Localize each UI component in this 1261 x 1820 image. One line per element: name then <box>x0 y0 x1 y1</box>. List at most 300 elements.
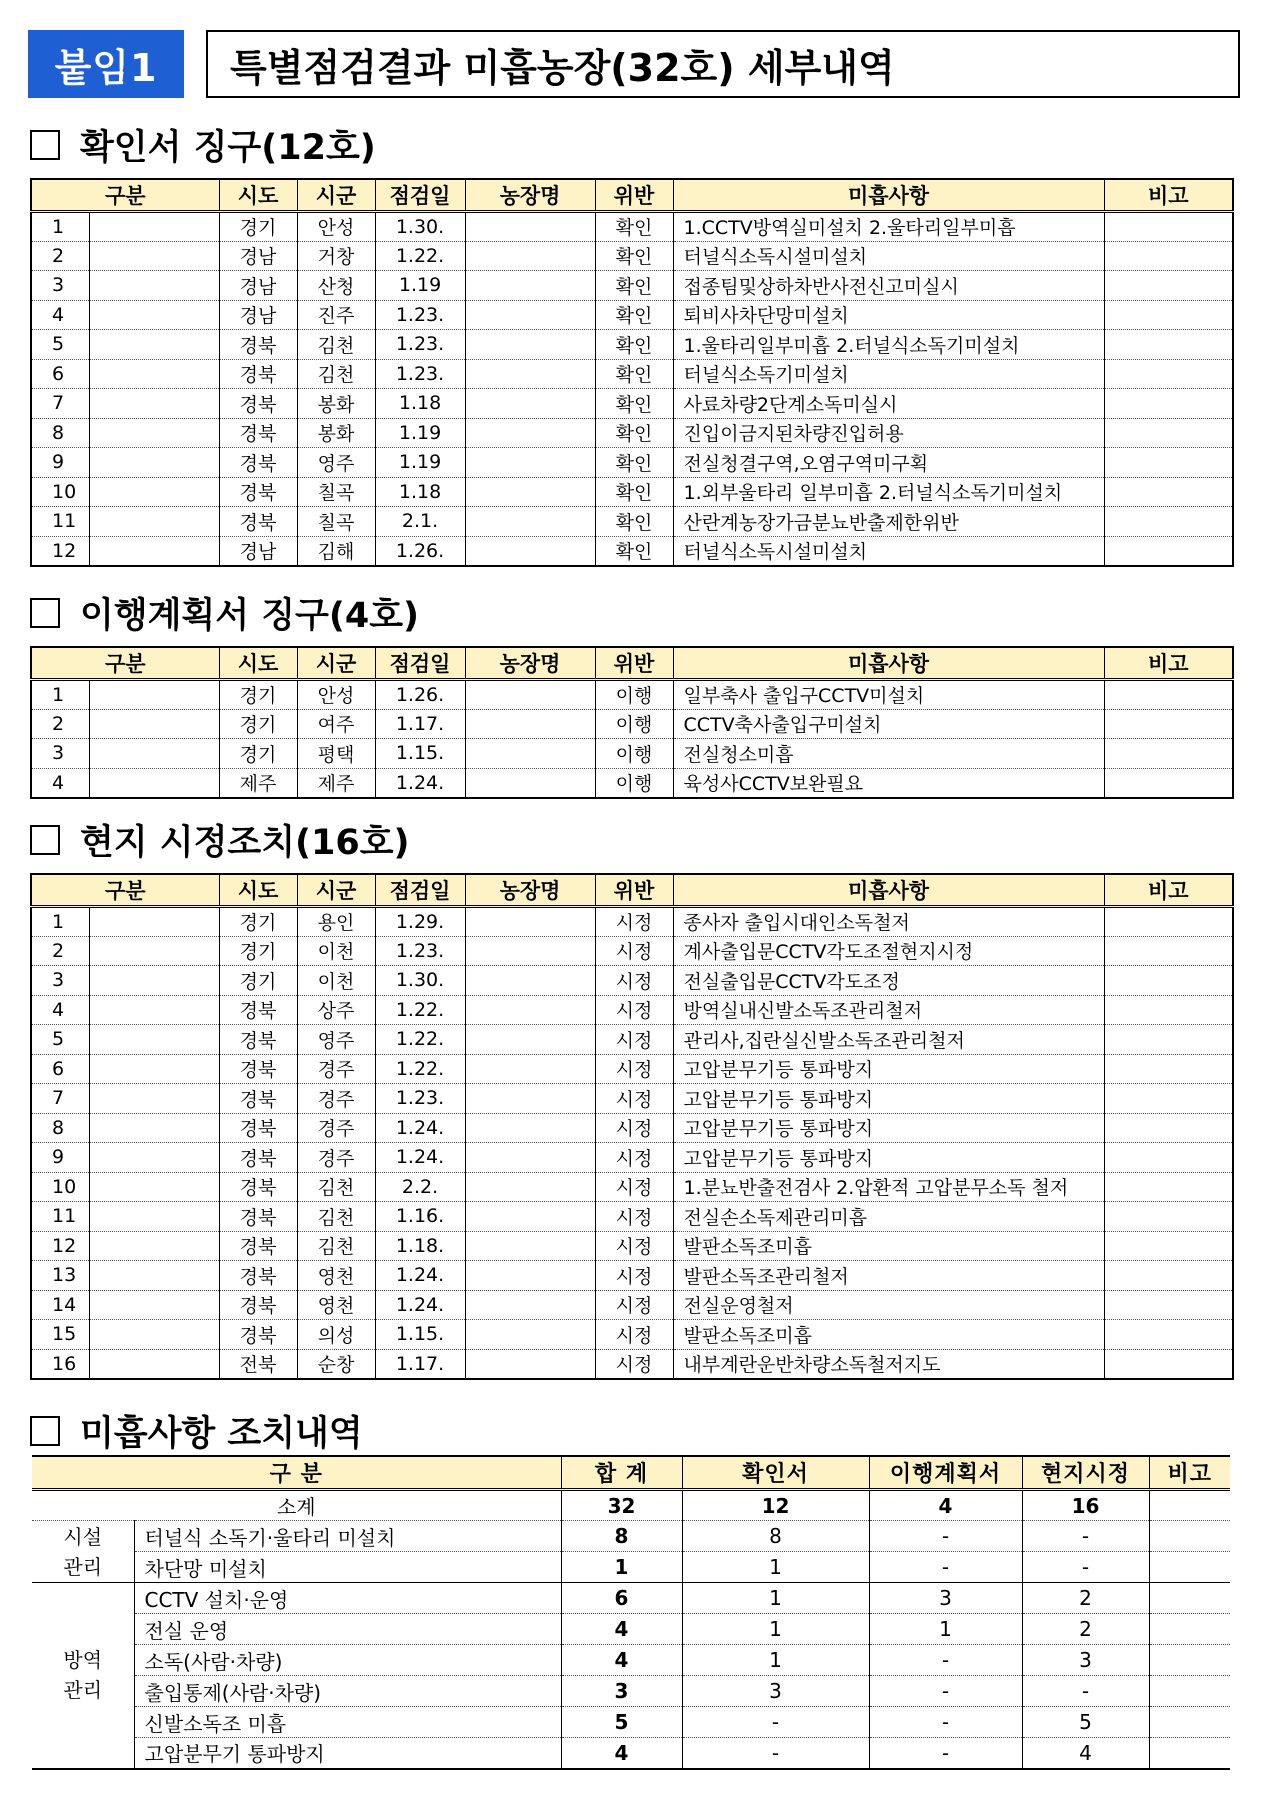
summary-cell-c2: 1 <box>869 1614 1022 1645</box>
cell-blank <box>89 1172 219 1202</box>
cell-note <box>1104 359 1233 389</box>
cell-city: 경주 <box>297 1113 375 1143</box>
cell-province: 경기 <box>219 907 297 937</box>
cell-note <box>1104 936 1233 966</box>
cell-province: 경남 <box>219 300 297 330</box>
cell-note <box>1104 1349 1233 1379</box>
cell-detail: 접종팀및상하차반사전신고미실시 <box>673 271 1104 301</box>
cell-index: 5 <box>31 330 89 360</box>
cell-note <box>1104 1172 1233 1202</box>
cell-detail: 1.울타리일부미흡 2.터널식소독기미설치 <box>673 330 1104 360</box>
cell-farm <box>465 936 595 966</box>
table-row <box>31 359 1233 389</box>
cell-province: 경기 <box>219 739 297 769</box>
cell-detail: 발판소독조미흡 <box>673 1231 1104 1261</box>
cell-index: 3 <box>31 271 89 301</box>
cell-blank <box>89 271 219 301</box>
column-header-note: 비고 <box>1104 647 1233 680</box>
cell-violation: 이행 <box>595 739 673 769</box>
section-title <box>30 120 376 170</box>
cell-province: 경북 <box>219 1290 297 1320</box>
cell-index: 2 <box>31 936 89 966</box>
table-row <box>31 1172 1233 1202</box>
cell-index: 9 <box>31 448 89 478</box>
cell-violation: 시정 <box>595 1320 673 1350</box>
cell-blank <box>89 1261 219 1291</box>
cell-date: 1.18 <box>375 389 465 419</box>
cell-province: 경북 <box>219 995 297 1025</box>
cell-index: 8 <box>31 418 89 448</box>
cell-violation: 확인 <box>595 477 673 507</box>
summary-row <box>32 1614 1230 1645</box>
cell-detail: 퇴비사차단망미설치 <box>673 300 1104 330</box>
cell-province: 경기 <box>219 936 297 966</box>
cell-city: 순창 <box>297 1349 375 1379</box>
summary-cell-item: 출입통제(사람·차량) <box>134 1676 561 1707</box>
subtotal-label: 소계 <box>32 1490 561 1521</box>
cell-farm <box>465 418 595 448</box>
cell-index: 6 <box>31 359 89 389</box>
cell-note <box>1104 1143 1233 1173</box>
summary-cell-note <box>1149 1583 1230 1614</box>
table-row <box>31 418 1233 448</box>
cell-city: 영천 <box>297 1290 375 1320</box>
cell-blank <box>89 1084 219 1114</box>
cell-province: 경북 <box>219 507 297 537</box>
cell-date: 2.2. <box>375 1172 465 1202</box>
cell-violation: 확인 <box>595 389 673 419</box>
cell-detail: 1.분뇨반출전검사 2.압환적 고압분무소독 철저 <box>673 1172 1104 1202</box>
table-header-row <box>31 647 1233 680</box>
cell-province: 경북 <box>219 1261 297 1291</box>
table-row <box>31 1084 1233 1114</box>
cell-farm <box>465 1025 595 1055</box>
subtotal-confirm: 12 <box>682 1490 869 1521</box>
summary-cell-note <box>1149 1521 1230 1552</box>
cell-detail: CCTV축사출입구미설치 <box>673 709 1104 739</box>
cell-city: 여주 <box>297 709 375 739</box>
summary-row <box>32 1521 1230 1552</box>
cell-city: 거창 <box>297 241 375 271</box>
cell-date: 1.24. <box>375 1290 465 1320</box>
summary-row <box>32 1552 1230 1583</box>
summary-cell-c3: 2 <box>1022 1583 1149 1614</box>
cell-violation: 확인 <box>595 448 673 478</box>
summary-header-onsite: 현지시정 <box>1022 1456 1149 1490</box>
cell-index: 11 <box>31 1202 89 1232</box>
summary-cell-item: CCTV 설치·운영 <box>134 1583 561 1614</box>
table-row <box>31 1320 1233 1350</box>
table-row <box>31 1054 1233 1084</box>
cell-city: 경주 <box>297 1143 375 1173</box>
table-row <box>31 936 1233 966</box>
table-row <box>31 995 1233 1025</box>
cell-province: 경남 <box>219 536 297 566</box>
cell-violation: 시정 <box>595 1025 673 1055</box>
cell-date: 1.23. <box>375 300 465 330</box>
summary-table <box>32 1455 1230 1770</box>
cell-index: 14 <box>31 1290 89 1320</box>
cell-detail: 계사출입문CCTV각도조절현지시정 <box>673 936 1104 966</box>
summary-cell-c3: 4 <box>1022 1738 1149 1769</box>
cell-province: 경북 <box>219 418 297 448</box>
summary-cell-c3: 2 <box>1022 1614 1149 1645</box>
cell-index: 12 <box>31 536 89 566</box>
cell-violation: 시정 <box>595 1349 673 1379</box>
table-row <box>31 448 1233 478</box>
summary-row <box>32 1707 1230 1738</box>
page-title: 특별점검결과 미흡농장(32호) 세부내역 <box>206 30 1240 98</box>
summary-header-confirm: 확인서 <box>682 1456 869 1490</box>
cell-city: 영천 <box>297 1261 375 1291</box>
table-row <box>31 271 1233 301</box>
summary-cell-c1: 3 <box>682 1676 869 1707</box>
cell-blank <box>89 936 219 966</box>
cell-violation: 시정 <box>595 966 673 996</box>
summary-cell-total: 8 <box>561 1521 682 1552</box>
summary-cell-total: 4 <box>561 1645 682 1676</box>
cell-detail: 관리사,집란실신발소독조관리철저 <box>673 1025 1104 1055</box>
column-header-note: 비고 <box>1104 874 1233 907</box>
cell-note <box>1104 271 1233 301</box>
cell-city: 김천 <box>297 1202 375 1232</box>
cell-index: 11 <box>31 507 89 537</box>
cell-date: 1.23. <box>375 936 465 966</box>
cell-violation: 이행 <box>595 680 673 710</box>
cell-date: 1.15. <box>375 739 465 769</box>
table-header-row <box>31 179 1233 212</box>
section-title <box>30 815 410 865</box>
summary-section-title <box>30 1406 363 1456</box>
cell-farm <box>465 1054 595 1084</box>
cell-date: 1.23. <box>375 359 465 389</box>
summary-cell-c2: - <box>869 1521 1022 1552</box>
cell-detail: 사료차량2단계소독미실시 <box>673 389 1104 419</box>
summary-cell-total: 6 <box>561 1583 682 1614</box>
summary-cell-c1: 1 <box>682 1583 869 1614</box>
section-title-text: 확인서 징구(12호) <box>80 128 376 168</box>
cell-detail: 1.외부울타리 일부미흡 2.터널식소독기미설치 <box>673 477 1104 507</box>
summary-group-label: 방역 관리 <box>32 1583 134 1769</box>
table-row <box>31 709 1233 739</box>
cell-detail: 발판소독조미흡 <box>673 1320 1104 1350</box>
cell-note <box>1104 1113 1233 1143</box>
cell-index: 1 <box>31 680 89 710</box>
section-title-text: 이행계획서 징구(4호) <box>80 596 420 636</box>
summary-row <box>32 1738 1230 1769</box>
cell-city: 김해 <box>297 536 375 566</box>
cell-detail: 터널식소독기미설치 <box>673 359 1104 389</box>
summary-cell-note <box>1149 1645 1230 1676</box>
cell-farm <box>465 448 595 478</box>
cell-detail: 일부축사 출입구CCTV미설치 <box>673 680 1104 710</box>
cell-index: 2 <box>31 709 89 739</box>
cell-date: 1.18 <box>375 477 465 507</box>
cell-detail: 터널식소독시설미설치 <box>673 536 1104 566</box>
summary-cell-note <box>1149 1738 1230 1769</box>
cell-farm <box>465 739 595 769</box>
cell-blank <box>89 768 219 798</box>
cell-index: 9 <box>31 1143 89 1173</box>
column-header-index: 구분 <box>31 179 219 212</box>
table-row <box>31 768 1233 798</box>
cell-blank <box>89 680 219 710</box>
column-header-violation: 위반 <box>595 647 673 680</box>
cell-province: 경북 <box>219 330 297 360</box>
cell-violation: 확인 <box>595 271 673 301</box>
cell-farm <box>465 1261 595 1291</box>
summary-cell-c3: - <box>1022 1676 1149 1707</box>
cell-farm <box>465 1084 595 1114</box>
cell-blank <box>89 1202 219 1232</box>
cell-farm <box>465 1172 595 1202</box>
summary-cell-c1: 1 <box>682 1552 869 1583</box>
column-header-index: 구분 <box>31 874 219 907</box>
cell-violation: 시정 <box>595 936 673 966</box>
cell-blank <box>89 359 219 389</box>
table-row <box>31 1143 1233 1173</box>
summary-header-note: 비고 <box>1149 1456 1230 1490</box>
cell-date: 2.1. <box>375 507 465 537</box>
cell-province: 경북 <box>219 1202 297 1232</box>
cell-date: 1.16. <box>375 1202 465 1232</box>
cell-detail: 고압분무기등 통파방지 <box>673 1113 1104 1143</box>
summary-cell-item: 신발소독조 미흡 <box>134 1707 561 1738</box>
cell-detail: 고압분무기등 통파방지 <box>673 1084 1104 1114</box>
cell-index: 2 <box>31 241 89 271</box>
cell-detail: 고압분무기등 통파방지 <box>673 1143 1104 1173</box>
cell-city: 김천 <box>297 330 375 360</box>
cell-detail: 종사자 출입시대인소독철저 <box>673 907 1104 937</box>
cell-blank <box>89 1290 219 1320</box>
cell-farm <box>465 1202 595 1232</box>
cell-detail: 전실청결구역,오염구역미구획 <box>673 448 1104 478</box>
table-row <box>31 300 1233 330</box>
cell-violation: 시정 <box>595 1113 673 1143</box>
cell-violation: 시정 <box>595 907 673 937</box>
cell-city: 이천 <box>297 936 375 966</box>
summary-cell-item: 고압분무기 통파방지 <box>134 1738 561 1769</box>
cell-index: 5 <box>31 1025 89 1055</box>
cell-violation: 시정 <box>595 1172 673 1202</box>
cell-index: 10 <box>31 477 89 507</box>
subtotal-note <box>1149 1490 1230 1521</box>
cell-city: 봉화 <box>297 418 375 448</box>
cell-detail: 방역실내신발소독조관리철저 <box>673 995 1104 1025</box>
column-header-date: 점검일 <box>375 179 465 212</box>
cell-city: 영주 <box>297 1025 375 1055</box>
cell-province: 경북 <box>219 1084 297 1114</box>
cell-date: 1.26. <box>375 536 465 566</box>
cell-detail: 진입이금지된차량진입허용 <box>673 418 1104 448</box>
cell-farm <box>465 768 595 798</box>
cell-farm <box>465 680 595 710</box>
table-header-row <box>31 874 1233 907</box>
cell-province: 경북 <box>219 389 297 419</box>
cell-blank <box>89 389 219 419</box>
summary-cell-total: 3 <box>561 1676 682 1707</box>
summary-cell-item: 차단망 미설치 <box>134 1552 561 1583</box>
cell-city: 산청 <box>297 271 375 301</box>
cell-detail: 내부계란운반차량소독철저지도 <box>673 1349 1104 1379</box>
cell-farm <box>465 709 595 739</box>
cell-province: 경북 <box>219 448 297 478</box>
cell-farm <box>465 1320 595 1350</box>
cell-blank <box>89 995 219 1025</box>
cell-index: 6 <box>31 1054 89 1084</box>
cell-note <box>1104 1025 1233 1055</box>
cell-blank <box>89 1143 219 1173</box>
cell-city: 이천 <box>297 966 375 996</box>
cell-violation: 확인 <box>595 359 673 389</box>
cell-farm <box>465 271 595 301</box>
cell-note <box>1104 709 1233 739</box>
checkbox-square-icon <box>30 1416 60 1446</box>
table-row <box>31 212 1233 242</box>
cell-farm <box>465 1290 595 1320</box>
column-header-violation: 위반 <box>595 874 673 907</box>
summary-row <box>32 1645 1230 1676</box>
cell-blank <box>89 507 219 537</box>
cell-province: 경기 <box>219 680 297 710</box>
cell-date: 1.22. <box>375 1054 465 1084</box>
cell-farm <box>465 536 595 566</box>
cell-province: 경북 <box>219 1025 297 1055</box>
cell-detail: 전실출입문CCTV각도조정 <box>673 966 1104 996</box>
cell-violation: 시정 <box>595 995 673 1025</box>
cell-blank <box>89 448 219 478</box>
summary-cell-c3: 5 <box>1022 1707 1149 1738</box>
cell-note <box>1104 1084 1233 1114</box>
cell-city: 칠곡 <box>297 507 375 537</box>
cell-province: 경기 <box>219 212 297 242</box>
cell-note <box>1104 448 1233 478</box>
summary-cell-c2: - <box>869 1738 1022 1769</box>
summary-cell-note <box>1149 1707 1230 1738</box>
cell-index: 16 <box>31 1349 89 1379</box>
cell-farm <box>465 907 595 937</box>
cell-city: 의성 <box>297 1320 375 1350</box>
table-row <box>31 1113 1233 1143</box>
cell-province: 경북 <box>219 1231 297 1261</box>
summary-cell-total: 4 <box>561 1738 682 1769</box>
cell-violation: 확인 <box>595 418 673 448</box>
table-row <box>31 389 1233 419</box>
cell-index: 1 <box>31 907 89 937</box>
table-row <box>31 680 1233 710</box>
cell-index: 4 <box>31 300 89 330</box>
cell-blank <box>89 330 219 360</box>
cell-blank <box>89 1320 219 1350</box>
summary-cell-note <box>1149 1676 1230 1707</box>
table-row <box>31 507 1233 537</box>
cell-violation: 이행 <box>595 709 673 739</box>
subtotal-onsite: 16 <box>1022 1490 1149 1521</box>
summary-cell-total: 1 <box>561 1552 682 1583</box>
column-header-violation: 위반 <box>595 179 673 212</box>
cell-province: 경북 <box>219 1172 297 1202</box>
cell-violation: 시정 <box>595 1143 673 1173</box>
summary-subtotal-row <box>32 1490 1230 1521</box>
cell-date: 1.19 <box>375 448 465 478</box>
cell-blank <box>89 536 219 566</box>
summary-header-row <box>32 1456 1230 1490</box>
cell-note <box>1104 330 1233 360</box>
column-header-detail: 미흡사항 <box>673 179 1104 212</box>
summary-cell-c1: 8 <box>682 1521 869 1552</box>
summary-cell-c1: 1 <box>682 1645 869 1676</box>
cell-note <box>1104 212 1233 242</box>
cell-date: 1.24. <box>375 1261 465 1291</box>
cell-violation: 확인 <box>595 507 673 537</box>
cell-city: 안성 <box>297 680 375 710</box>
cell-date: 1.23. <box>375 1084 465 1114</box>
cell-index: 4 <box>31 995 89 1025</box>
cell-city: 상주 <box>297 995 375 1025</box>
cell-date: 1.22. <box>375 241 465 271</box>
cell-blank <box>89 966 219 996</box>
cell-violation: 이행 <box>595 768 673 798</box>
cell-violation: 확인 <box>595 212 673 242</box>
cell-city: 안성 <box>297 212 375 242</box>
summary-cell-total: 5 <box>561 1707 682 1738</box>
cell-index: 12 <box>31 1231 89 1261</box>
cell-note <box>1104 536 1233 566</box>
summary-cell-item: 소독(사람·차량) <box>134 1645 561 1676</box>
summary-header-total: 합 계 <box>561 1456 682 1490</box>
subtotal-total: 32 <box>561 1490 682 1521</box>
cell-city: 진주 <box>297 300 375 330</box>
column-header-city: 시군 <box>297 647 375 680</box>
table-row <box>31 1025 1233 1055</box>
cell-violation: 시정 <box>595 1084 673 1114</box>
summary-cell-c1: - <box>682 1738 869 1769</box>
detail-table <box>30 873 1234 1380</box>
summary-cell-item: 터널식 소독기·울타리 미설치 <box>134 1521 561 1552</box>
cell-violation: 확인 <box>595 241 673 271</box>
cell-date: 1.30. <box>375 212 465 242</box>
summary-cell-c2: - <box>869 1645 1022 1676</box>
checkbox-square-icon <box>30 825 60 855</box>
cell-province: 경북 <box>219 359 297 389</box>
cell-note <box>1104 907 1233 937</box>
cell-note <box>1104 768 1233 798</box>
cell-note <box>1104 739 1233 769</box>
cell-farm <box>465 966 595 996</box>
table-row <box>31 1231 1233 1261</box>
cell-note <box>1104 680 1233 710</box>
cell-province: 전북 <box>219 1349 297 1379</box>
cell-province: 경북 <box>219 477 297 507</box>
cell-date: 1.18. <box>375 1231 465 1261</box>
cell-blank <box>89 212 219 242</box>
cell-detail: 전실청소미흡 <box>673 739 1104 769</box>
cell-province: 경북 <box>219 1320 297 1350</box>
cell-note <box>1104 241 1233 271</box>
summary-header-category: 구 분 <box>32 1456 561 1490</box>
summary-cell-item: 전실 운영 <box>134 1614 561 1645</box>
cell-city: 평택 <box>297 739 375 769</box>
table-row <box>31 330 1233 360</box>
summary-cell-total: 4 <box>561 1614 682 1645</box>
cell-blank <box>89 739 219 769</box>
column-header-detail: 미흡사항 <box>673 647 1104 680</box>
summary-cell-note <box>1149 1614 1230 1645</box>
cell-farm <box>465 1113 595 1143</box>
summary-cell-note <box>1149 1552 1230 1583</box>
cell-date: 1.26. <box>375 680 465 710</box>
cell-city: 경주 <box>297 1054 375 1084</box>
